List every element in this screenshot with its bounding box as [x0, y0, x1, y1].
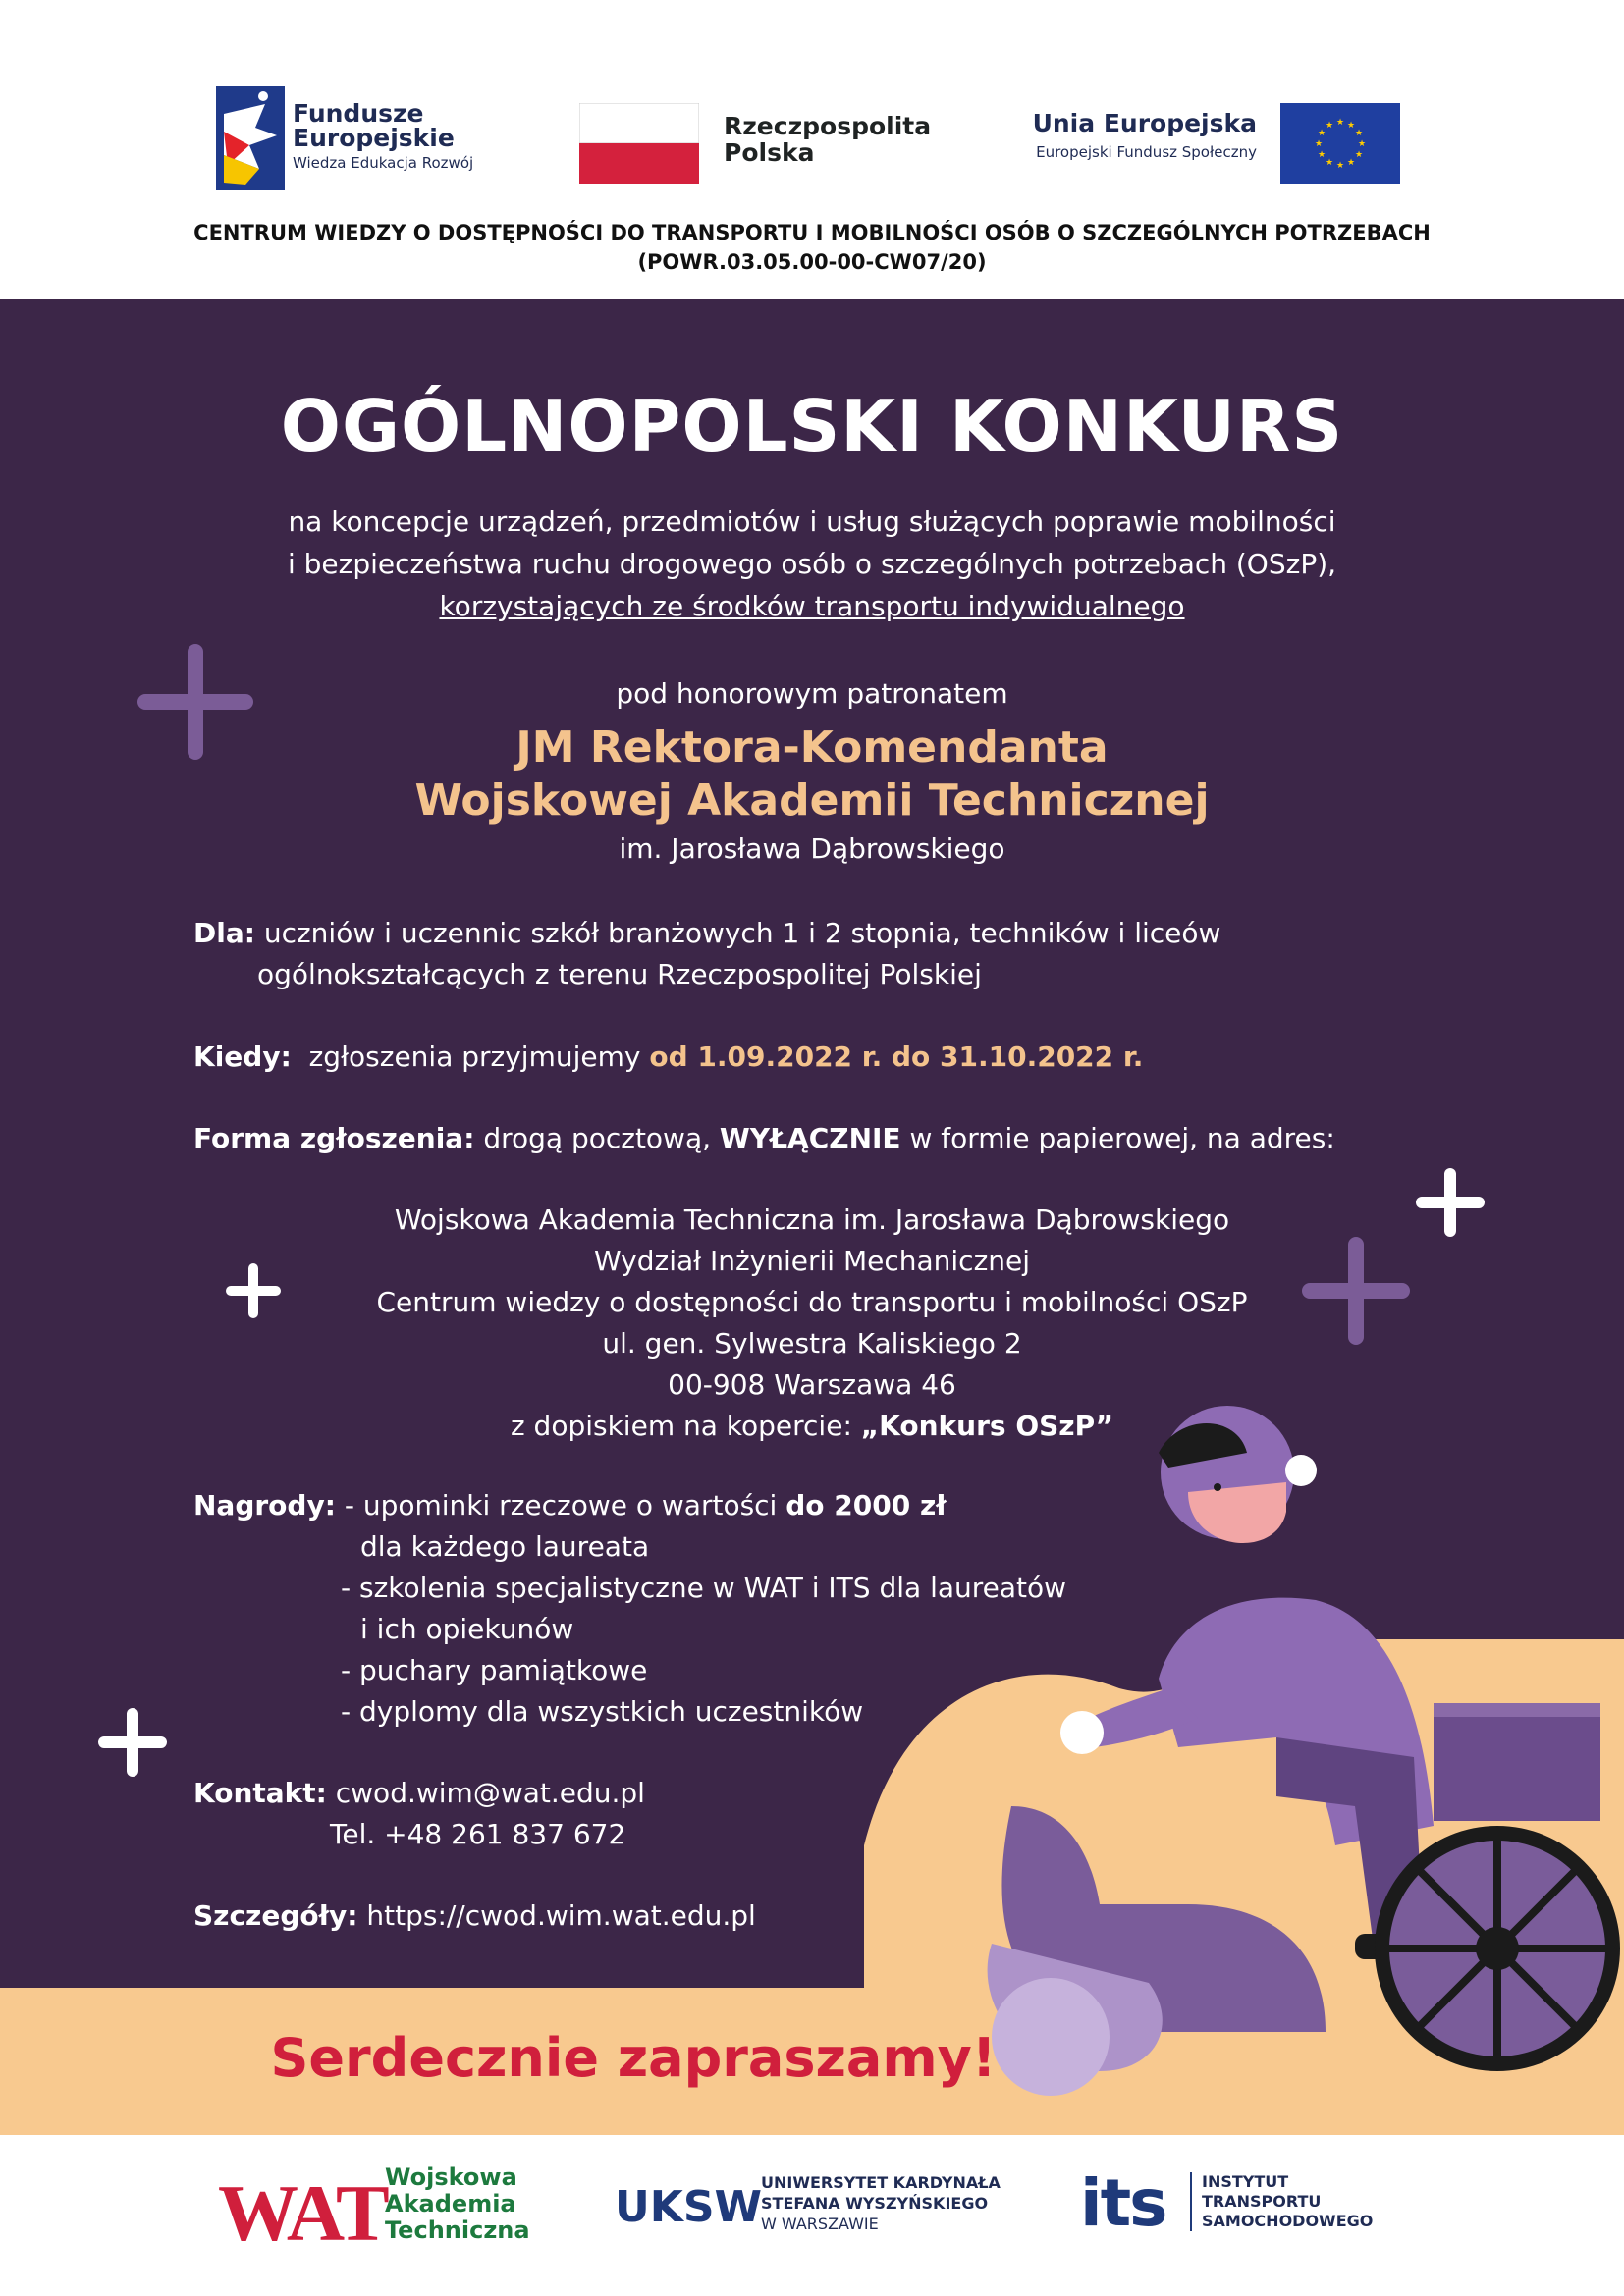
svg-text:★: ★ [1335, 118, 1345, 128]
subtitle-underlined: korzystających ze środków transportu indywidualnego [439, 590, 1185, 622]
forma-bold: WYŁĄCZNIE [719, 1122, 901, 1154]
subtitle-line1: na koncepcje urządzeń, przedmiotów i usług służących poprawie mobilności [288, 506, 1336, 538]
centrum-line1: CENTRUM WIEDZY O DOSTĘPNOŚCI DO TRANSPORTU I MOBILNOŚCI OSÓB O SZCZEGÓLNYCH POTRZEBACH [193, 221, 1431, 244]
nagrody-label: Nagrody: [193, 1489, 336, 1522]
page-title: OGÓLNOPOLSKI KONKURS [280, 385, 1344, 467]
svg-text:★: ★ [1317, 129, 1326, 138]
scooter-illustration [864, 1394, 1624, 2135]
its-name-line: INSTYTUT [1202, 2172, 1289, 2191]
header-logos [0, 0, 1624, 206]
uksw-name-line: STEFANA WYSZYŃSKIEGO [761, 2194, 989, 2213]
subtitle [0, 501, 1624, 627]
address-line: Wojskowa Akademia Techniczna im. Jarosława Dąbrowskiego [394, 1203, 1230, 1236]
patron-label: pod honorowym patronatem [616, 677, 1008, 710]
nagrody-3: - puchary pamiątkowe [341, 1654, 648, 1686]
kontakt-section [193, 1773, 645, 1814]
nagrody-4: - dyplomy dla wszystkich uczestników [341, 1695, 864, 1728]
patron-name [0, 721, 1624, 828]
its-name-line: SAMOCHODOWEGO [1202, 2212, 1374, 2230]
wat-logo: WAT [218, 2168, 387, 2258]
address-note [0, 1406, 1624, 1447]
address-block [0, 1200, 1624, 1447]
svg-text:★: ★ [1325, 158, 1334, 168]
wat-name-line: Techniczna [385, 2216, 530, 2244]
its-name [1190, 2172, 1373, 2231]
svg-text:★: ★ [1346, 121, 1356, 131]
svg-text:★: ★ [1317, 150, 1326, 160]
address-line: Wydział Inżynierii Mechanicznej [593, 1245, 1031, 1277]
centrum-title [0, 218, 1624, 277]
nagrody-2a: - szkolenia specjalistyczne w WAT i ITS dla laureatów [341, 1572, 1067, 1604]
uksw-name-line3: W WARSZAWIE [761, 2215, 879, 2233]
forma-text1: drogą pocztową, [483, 1122, 712, 1154]
szczegoly-label: Szczegóły: [193, 1899, 358, 1932]
kontakt-email[interactable]: cwod.wim@wat.edu.pl [335, 1777, 645, 1809]
nagrody-1a: - upominki rzeczowe o wartości [344, 1489, 778, 1522]
fe-line1: Fundusze [293, 99, 424, 128]
nagrody-1b: do 2000 zł [785, 1489, 947, 1522]
svg-text:★: ★ [1325, 121, 1334, 131]
forma-section [193, 1118, 1335, 1159]
rp-line2: Polska [724, 138, 815, 167]
svg-text:★: ★ [1346, 158, 1356, 168]
address-note-text: z dopiskiem na kopercie: [510, 1410, 852, 1442]
its-name-line: TRANSPORTU [1202, 2192, 1322, 2211]
patron-im: im. Jarosława Dąbrowskiego [619, 832, 1005, 865]
nagrody-1c: dla każdego laureata [360, 1530, 650, 1563]
dla-section [193, 913, 1220, 954]
uksw-name-line [761, 2214, 1001, 2234]
svg-text:★: ★ [1335, 161, 1345, 171]
fe-text [293, 101, 473, 174]
wat-name-line: Wojskowa [385, 2163, 517, 2191]
address-note-bold: „Konkurs OSzP” [860, 1410, 1114, 1442]
address-line: ul. gen. Sylwestra Kaliskiego 2 [602, 1327, 1022, 1360]
dla-text1: uczniów i uczennic szkół branżowych 1 i 2 stopnia, techników i liceów [263, 917, 1221, 949]
uksw-name-line: UNIWERSYTET KARDYNAŁA [761, 2173, 1001, 2192]
uksw-logo: UKSW [615, 2182, 763, 2232]
kiedy-label: Kiedy: [193, 1041, 292, 1073]
fe-line2: Europejskie [293, 124, 455, 152]
eu-flag-icon [1280, 103, 1400, 184]
invitation-text: Serdecznie zapraszamy! [270, 2027, 997, 2089]
polish-flag-icon [579, 103, 699, 184]
address-line: Centrum wiedzy o dostępności do transportu i mobilności OSzP [376, 1286, 1248, 1318]
svg-text:★: ★ [1354, 150, 1364, 160]
dla-label: Dla: [193, 917, 255, 949]
centrum-line2: (POWR.03.05.00-00-CW07/20) [637, 250, 987, 274]
ue-line1: Unia Europejska [1032, 109, 1257, 137]
szczegoly-section [193, 1896, 756, 1937]
forma-label: Forma zgłoszenia: [193, 1122, 475, 1154]
ue-line2: Europejski Fundusz Społeczny [1036, 143, 1257, 161]
nagrody-2b: i ich opiekunów [360, 1613, 574, 1645]
plus-icon [98, 1708, 167, 1777]
kontakt-label: Kontakt: [193, 1777, 327, 1809]
kontakt-tel: Tel. +48 261 837 672 [330, 1818, 626, 1850]
kiedy-section [193, 1037, 1143, 1078]
wat-name-line: Akademia [385, 2190, 516, 2217]
subtitle-line2: i bezpieczeństwa ruchu drogowego osób o szczególnych potrzebach (OSzP), [287, 548, 1337, 580]
svg-text:★: ★ [1314, 139, 1324, 149]
subtitle-line3 [0, 585, 1624, 627]
fe-line3: Wiedza Edukacja Rozwój [293, 154, 474, 172]
ue-text [992, 110, 1257, 163]
uksw-name [761, 2172, 1001, 2234]
wat-name [385, 2164, 530, 2244]
rp-line1: Rzeczpospolita [724, 112, 932, 140]
fundusze-europejskie-logo [216, 86, 285, 190]
patron-line1: JM Rektora-Komendanta [515, 722, 1109, 773]
nagrody-section [193, 1485, 947, 1526]
patron-line2: Wojskowej Akademii Technicznej [414, 775, 1210, 826]
svg-text:★: ★ [1354, 129, 1364, 138]
rp-text [724, 113, 949, 166]
kiedy-text: zgłoszenia przyjmujemy [308, 1041, 641, 1073]
svg-text:★: ★ [1357, 139, 1367, 149]
dla-text2: ogólnokształcących z terenu Rzeczpospolitej Polskiej [257, 958, 982, 990]
its-logo: its [1080, 2165, 1166, 2241]
forma-text2: w formie papierowej, na adres: [909, 1122, 1335, 1154]
szczegoly-link[interactable]: https://cwod.wim.wat.edu.pl [366, 1899, 756, 1932]
kiedy-dates: od 1.09.2022 r. do 31.10.2022 r. [649, 1041, 1144, 1073]
address-line: 00-908 Warszawa 46 [668, 1368, 956, 1401]
